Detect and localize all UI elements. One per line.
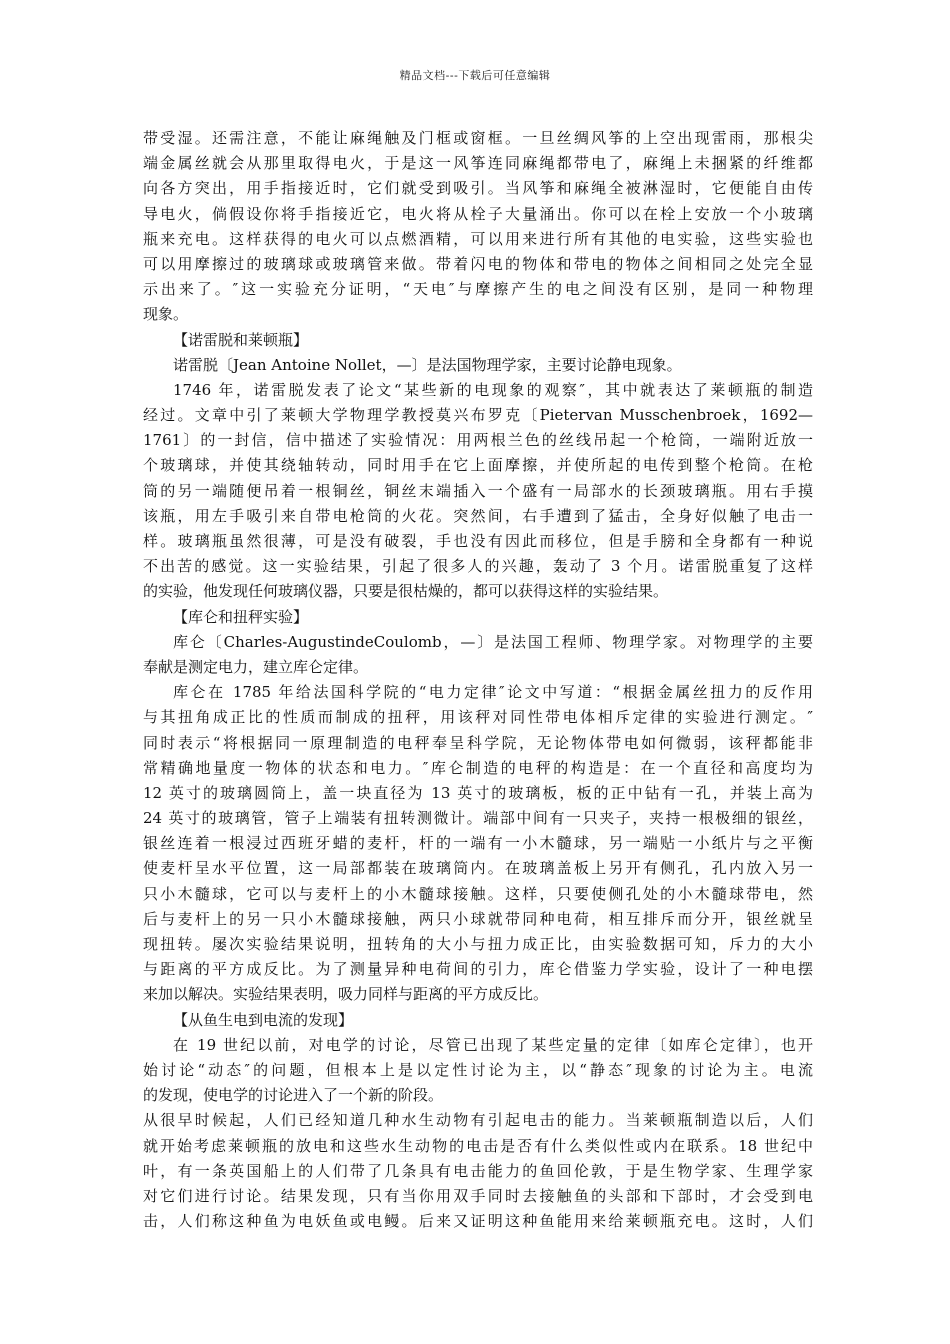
text-line: 可以用摩擦过的玻璃球或玻璃管来做。带着闪电的物体和带电的物体之间相同之处完全显 bbox=[143, 254, 813, 273]
text-line: 与其扭角成正比的性质而制成的扭秤，用该秤对同性带电体相斥定律的实验进行测定。″ bbox=[143, 708, 813, 727]
text-line: 的发现，使电学的讨论进入了一个新的阶段。 bbox=[143, 1086, 444, 1105]
text-line: 24 英寸的玻璃管，管子上端装有扭转测微计。端部中间有一只夹子，夹持一根极细的银丝， bbox=[143, 809, 813, 828]
text-line: 库仑在 1785 年给法国科学院的“电力定律″论文中写道：“根据金属丝扭力的反作用 bbox=[173, 683, 813, 702]
text-line: 筒的另一端随便吊着一根铜丝，铜丝末端插入一个盛有一局部水的长颈玻璃瓶。用右手摸 bbox=[143, 481, 813, 500]
text-line: 银丝连着一根浸过西班牙蜡的麦杆，杆的一端有一小木髓球，另一端贴一小纸片与之平衡 bbox=[143, 834, 813, 853]
text-line: 样。玻璃瓶虽然很薄，可是没有破裂，手也没有因此而移位，但是手膀和全身都有一种说 bbox=[143, 532, 813, 550]
text-line: 【诺雷脱和莱顿瓶】 bbox=[173, 330, 309, 349]
text-line: 的实验，他发现任何玻璃仪器，只要是很枯燥的，都可以获得这样的实验结果。 bbox=[143, 582, 669, 601]
text-line: 1761〕的一封信，信中描述了实验情况：用两根兰色的丝线吊起一个枪筒，一端附近放一 bbox=[143, 431, 813, 450]
text-line: 向各方突出，用手指接近时，它们就受到吸引。当风筝和麻绳全被淋湿时，它便能自由传 bbox=[143, 179, 813, 198]
text-line: 后与麦杆上的另一只小木髓球接触，两只小球就带同种电荷，相互排斥而分开，银丝就呈 bbox=[143, 909, 813, 928]
text-line: 导电火，倘假设你将手指接近它，电火将从栓子大量涌出。你可以在栓上安放一个小玻璃 bbox=[143, 204, 813, 223]
text-line: 击，人们称这种鱼为电妖鱼或电鳗。后来又证明这种鱼能用来给莱顿瓶充电。这时，人们 bbox=[143, 1212, 813, 1231]
document-body bbox=[143, 126, 813, 1234]
text-line: 常精确地量度一物体的状态和电力。″库仑制造的电秤的构造是：在一个直径和高度均为 bbox=[143, 758, 813, 777]
text-line: 对它们进行讨论。结果发现，只有当你用双手同时去接触鱼的头部和下部时，才会受到电 bbox=[143, 1186, 813, 1205]
text-line: 12 英寸的玻璃圆筒上，盖一块直径为 13 英寸的玻璃板，板的正中钻有一孔，并装上高为 bbox=[143, 783, 813, 802]
text-line: 该瓶，用左手吸引来自带电枪筒的火花。突然间，右手遭到了猛击，全身好似触了电击一 bbox=[143, 506, 813, 525]
text-line: 叶，有一条英国船上的人们带了几条具有电击能力的鱼回伦敦，于是生物学家、生理学家 bbox=[143, 1161, 813, 1180]
text-line: 来加以解决。实验结果表明，吸力同样与距离的平方成反比。 bbox=[143, 985, 549, 1004]
text-line: 同时表示“将根据同一原理制造的电秤奉呈科学院，无论物体带电如何微弱，该秤都能非 bbox=[143, 733, 813, 752]
text-line: 1746 年，诺雷脱发表了论文“某些新的电现象的观察″，其中就表达了莱顿瓶的制造 bbox=[173, 380, 813, 399]
text-line: 使麦杆呈水平位置，这一局部都装在玻璃筒内。在玻璃盖板上另开有侧孔，孔内放入另一 bbox=[143, 859, 813, 878]
text-line: 【从鱼生电到电流的发现】 bbox=[173, 1010, 354, 1029]
text-line: 瓶来充电。这样获得的电火可以点燃酒精，可以用来进行所有其他的电实验，这些实验也 bbox=[143, 229, 813, 248]
text-line: 始讨论“动态″的问题，但根本上是以定性讨论为主，以“静态″现象的讨论为主。电流 bbox=[143, 1060, 813, 1079]
text-line: 个玻璃球，并使其绕轴转动，同时用手在它上面摩擦，并使所起的电传到整个枪筒。在枪 bbox=[143, 456, 813, 475]
text-line: 端金属丝就会从那里取得电火，于是这一风筝连同麻绳都带电了，麻绳上未捆紧的纤维都 bbox=[143, 154, 813, 173]
text-line: 就开始考虑莱顿瓶的放电和这些水生动物的电击是否有什么类似性或内在联系。18 世纪中 bbox=[143, 1136, 813, 1155]
text-line: 诺雷脱〔Jean Antoine Nollet，—〕是法国物理学家，主要讨论静电现象。 bbox=[173, 355, 682, 374]
text-line: 在 19 世纪以前，对电学的讨论，尽管已出现了某些定量的定律〔如库仑定律〕，也开 bbox=[173, 1035, 813, 1054]
text-line: 奉献是测定电力，建立库仑定律。 bbox=[143, 657, 369, 676]
page-header: 精品文档---下载后可任意编辑 bbox=[399, 69, 551, 82]
text-line: 只小木髓球，它可以与麦杆上的小木髓球接触。这样，只要使侧孔处的小木髓球带电，然 bbox=[143, 884, 813, 903]
text-line: 带受湿。还需注意，不能让麻绳触及门框或窗框。一旦丝绸风筝的上空出现雷雨，那根尖 bbox=[143, 129, 813, 147]
text-line: 从很早时候起，人们已经知道几种水生动物有引起电击的能力。当莱顿瓶制造以后，人们 bbox=[143, 1111, 813, 1130]
text-line: 【库仑和扭秤实验】 bbox=[173, 607, 309, 626]
text-line: 库仑〔Charles-AugustindeCoulomb，—〕是法国工程师、物理学家。对物理学的主要 bbox=[173, 632, 813, 651]
text-line: 与距离的平方成反比。为了测量异种电荷间的引力，库仑借鉴力学实验，设计了一种电摆 bbox=[143, 960, 813, 979]
text-line: 现象。 bbox=[143, 305, 189, 324]
text-line: 经过。文章中引了莱顿大学物理学教授莫兴布罗克〔Pietervan Musschenbroek，1692— bbox=[143, 406, 813, 425]
text-line: 示出来了。″这一实验充分证明，“天电″与摩擦产生的电之间没有区别，是同一种物理 bbox=[143, 280, 813, 299]
text-line: 不出苦的感觉。这一实验结果，引起了很多人的兴趣，轰动了 3 个月。诺雷脱重复了这样 bbox=[143, 557, 813, 576]
text-line: 现扭转。屡次实验结果说明，扭转角的大小与扭力成正比，由实验数据可知，斥力的大小 bbox=[143, 935, 813, 953]
